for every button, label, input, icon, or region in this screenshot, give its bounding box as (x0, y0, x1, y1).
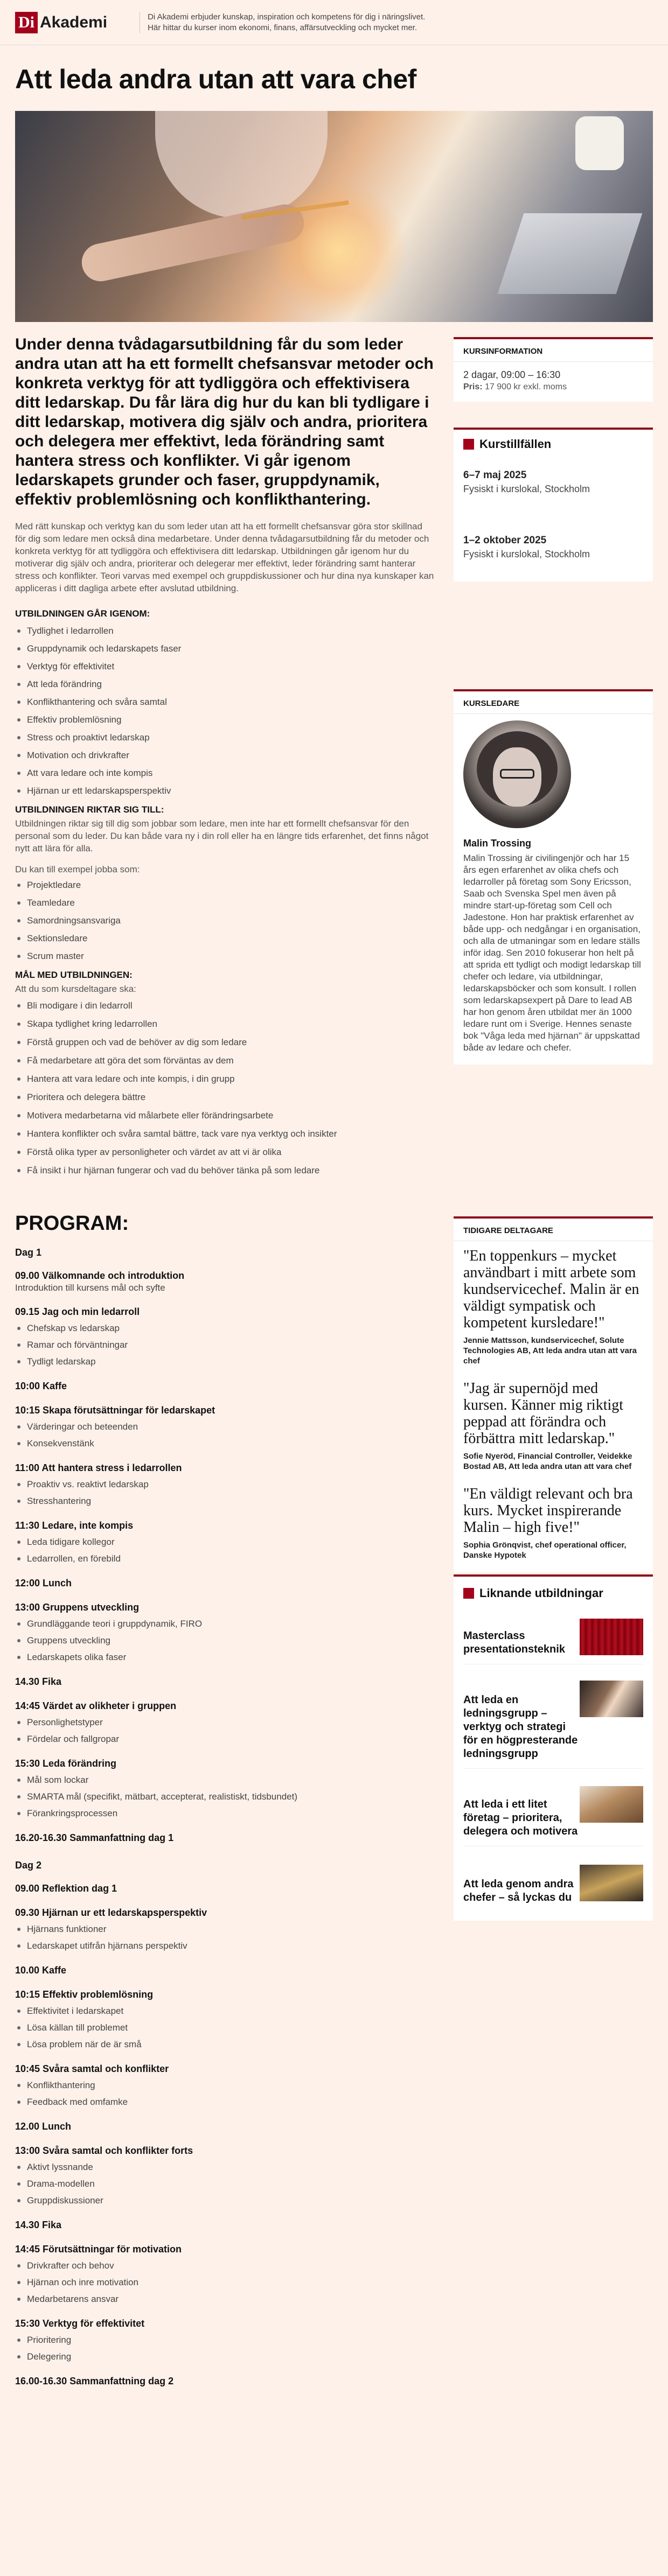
list-item: Förstå gruppen och vad de behöver av dig som ledare (15, 1036, 435, 1048)
logo-di-mark: Di (15, 12, 38, 33)
header-tagline (140, 12, 484, 33)
list-item: Projektledare (15, 879, 435, 891)
list-item: Drivkrafter och behov (15, 2259, 435, 2272)
testimonial-quote: "Jag är supernöjd med kursen. Känner mig riktigt peppad att förändra och förbättra mitt ledarskap." (463, 1380, 624, 1447)
similar-course-item[interactable] (463, 1611, 643, 1664)
di-akademi-logo[interactable] (15, 12, 107, 33)
list-item: SMARTA mål (specifikt, mätbart, accepterat, realistiskt, tidsbundet) (15, 1790, 435, 1803)
list-item: Gruppdiskussioner (15, 2194, 435, 2207)
occasion-date: 1–2 oktober 2025 (463, 535, 547, 546)
testimonial-author: Sophia Grönqvist, chef operational officer, Danske Hypotek (463, 1541, 627, 1560)
course-duration: 2 dagar, 09:00 – 16:30 (463, 369, 561, 380)
intro-lead: Under denna tvådagarsutbildning får du som leder andra utan att ha ett formellt chefsansvar metoder och konkreta verktyg för att tydliggöra och effektivisera ditt ledarskap. Du får lära dig hur du kan bli tydligare i ditt ledarskap, motivera dig själv och andra, prioritera och delegera mer effektivt, leda förändring samt hantera stress och konflikter. Vi går igenom ledarskapets grunder och faser, gruppdynamik, effektiv problemlösning och konflikthantering. (15, 335, 434, 508)
program-slot-title: 11:30 Ledare, inte kompis (15, 1520, 134, 1531)
list-item: Gruppens utveckling (15, 1634, 435, 1647)
logo-wordmark: Akademi (40, 13, 108, 31)
program-slot-list (15, 1536, 435, 1565)
similar-courses-box (454, 1574, 653, 1921)
list-item: Motivera medarbetarna vid målarbete eller förändringsarbete (15, 1109, 435, 1122)
sidebar (454, 335, 653, 2387)
similar-course-title[interactable]: Masterclass presentationsteknik (463, 1630, 565, 1655)
list-item: Bli modigare i din ledarroll (15, 999, 435, 1012)
list-item: Delegering (15, 2350, 435, 2363)
instructor-name: Malin Trossing (463, 838, 532, 849)
similar-course-thumbnail[interactable] (580, 1619, 643, 1655)
list-item: Lösa problem när de är små (15, 2038, 435, 2050)
list-item: Sektionsledare (15, 932, 435, 944)
program-slot-title: 12:00 Lunch (15, 1578, 72, 1588)
program-slot-title: 14:45 Värdet av olikheter i gruppen (15, 1700, 177, 1711)
list-item: Effektiv problemlösning (15, 713, 435, 726)
instructor-heading: KURSLEDARE (463, 699, 520, 708)
occasion-location: Fysiskt i kurslokal, Stockholm (463, 549, 590, 559)
list-item: Scrum master (15, 950, 435, 962)
occasions-box (454, 428, 653, 582)
list-item: Ramar och förväntningar (15, 1339, 435, 1351)
list-item: Teamledare (15, 897, 435, 909)
list-item: Värderingar och beteenden (15, 1420, 435, 1433)
program-slot-title: 09.15 Jag och min ledarroll (15, 1306, 140, 1317)
list-item: Drama-modellen (15, 2178, 435, 2190)
program-slot-title: 16.00-16.30 Sammanfattning dag 2 (15, 2376, 174, 2386)
list-item: Ledarskapets olika faser (15, 1651, 435, 1663)
instructor-photo (463, 720, 571, 828)
testimonial-author: Jennie Mattsson, kundservicechef, Solute Technologies AB, Att leda andra utan att vara chef (463, 1336, 637, 1366)
list-item: Motivation och drivkrafter (15, 749, 435, 761)
program-slot-title: 09.00 Reflektion dag 1 (15, 1883, 117, 1894)
list-item: Förstå olika typer av personligheter och värdet av att vi är olika (15, 1146, 435, 1158)
goals-heading: MÅL MED UTBILDNINGEN: (15, 970, 133, 980)
list-item: Få medarbetare att göra det som förväntas av dem (15, 1054, 435, 1067)
goals-list (15, 999, 435, 1177)
list-item: Hjärnans funktioner (15, 1923, 435, 1935)
program-slot-list (15, 2334, 435, 2363)
similar-heading-row (463, 1586, 643, 1600)
program-slot-title: 15:30 Leda förändring (15, 1758, 117, 1769)
occasion-location: Fysiskt i kurslokal, Stockholm (463, 484, 590, 494)
list-item: Prioritering (15, 2334, 435, 2346)
program-slot-list (15, 1322, 435, 1368)
list-item: Stresshantering (15, 1495, 435, 1507)
program-day-label: Dag 2 (15, 1860, 42, 1871)
testimonial (463, 1380, 643, 1472)
goals-intro: Att du som kursdeltagare ska: (15, 984, 136, 994)
price-label: Pris: (463, 382, 483, 391)
program-slot-list (15, 2161, 435, 2207)
testimonials-heading: TIDIGARE DELTAGARE (463, 1226, 553, 1235)
program-slot-subtitle: Introduktion till kursens mål och syfte (15, 1283, 165, 1293)
list-item: Lösa källan till problemet (15, 2021, 435, 2034)
topics-heading: UTBILDNINGEN GÅR IGENOM: (15, 608, 150, 619)
program-slot-title: 13:00 Svåra samtal och konflikter forts (15, 2145, 193, 2156)
list-item: Medarbetarens ansvar (15, 2293, 435, 2305)
list-item: Aktivt lyssnande (15, 2161, 435, 2173)
program-slot-title: 09.00 Välkomnande och introduktion (15, 1270, 185, 1281)
list-item: Att leda förändring (15, 678, 435, 690)
instructor-box (454, 689, 653, 1065)
program-slot-list (15, 1716, 435, 1745)
testimonial (463, 1248, 643, 1366)
examples-list (15, 879, 435, 962)
course-price: 17 900 kr exkl. moms (485, 382, 567, 391)
testimonials-box (454, 1216, 653, 1572)
list-item: Konsekvenstänk (15, 1437, 435, 1450)
program-slot-title: 10:00 Kaffe (15, 1381, 67, 1391)
site-header (0, 0, 668, 45)
program-slot-title: 14.30 Fika (15, 2220, 62, 2230)
list-item: Hantera att vara ledare och inte kompis, i din grupp (15, 1073, 435, 1085)
tagline-line-2: Här hittar du kurser inom ekonomi, finans, affärsutveckling och mycket mer. (148, 23, 417, 32)
list-item: Ledarrollen, en förebild (15, 1552, 435, 1565)
similar-course-title[interactable]: Att leda genom andra chefer – så lyckas du (463, 1878, 574, 1903)
list-item: Hantera konflikter och svåra samtal bättre, tack vare nya verktyg och insikter (15, 1128, 435, 1140)
similar-course-item[interactable] (463, 1779, 643, 1846)
topics-list (15, 625, 435, 797)
hero-image (15, 111, 653, 322)
program-slot-title: 11:00 Att hantera stress i ledarrollen (15, 1462, 182, 1473)
testimonial (463, 1486, 643, 1560)
intro-body: Med rätt kunskap och verktyg kan du som leder utan att ha ett formellt chefsansvar göra stor skillnad för dig som ledare men också dina medarbetare. Under denna tvådagarsutbildning får du metoder och konkreta verktyg för att tydliggöra och effektivisera ditt ledarskap. Utbildningen går igenom hur du motiverar dig själv och andra, prioriterar och delegerar mer effektivt, leder förändring samt hanterar stress och konflikter. Teori varvas med exempel och gruppdiskussioner och hur dina nya kunskaper kan appliceras i ditt dagliga arbete efter avslutad utbildning. (15, 521, 434, 593)
list-item: Skapa tydlighet kring ledarrollen (15, 1018, 435, 1030)
program-slot-title: 16.20-16.30 Sammanfattning dag 1 (15, 1832, 174, 1843)
instructor-bio: Malin Trossing är civilingenjör och har 15 års egen erfarenhet av olika chefs och ledarroller på företag som Sony Ericsson, Saab och Svenska Spel men även på mindre start-up-företag som Cell och Jadestone. Hon har praktisk erfarenhet av både upp- och nedgångar i en organisation, och alla de utmaningar som en ledare ställs inför idag. Sen 2010 fokuserar hon helt på att sprida ett tydligt och modigt ledarskap till chefer och ledare, via utbildningar, ledarskapsböcker och som konsult. I rollen som ledarskapsexpert på Dare to lead AB har hon genom åren utbildat mer än 1000 ledare runt om i Sverige. Hennes senaste bok "Våga leda med hjärnan" är uppskattad både av ledare och chefer. (463, 853, 641, 1053)
list-item: Tydligt ledarskap (15, 1355, 435, 1368)
program-slot-list (15, 2259, 435, 2305)
audience-heading: UTBILDNINGEN RIKTAR SIG TILL: (15, 804, 164, 815)
program-day-label: Dag 1 (15, 1247, 42, 1258)
list-item: Samordningsansvariga (15, 914, 435, 927)
list-item: Få insikt i hur hjärnan fungerar och vad du behöver tänka på som ledare (15, 1164, 435, 1177)
program-slot-list (15, 2005, 435, 2050)
occasion-item[interactable] (463, 470, 643, 495)
list-item: Hjärnan och inre motivation (15, 2276, 435, 2288)
list-item: Att vara ledare och inte kompis (15, 767, 435, 779)
main-column (15, 335, 435, 2387)
list-item: Feedback med omfamke (15, 2096, 435, 2108)
list-item: Chefskap vs ledarskap (15, 1322, 435, 1334)
similar-course-title[interactable]: Att leda i ett litet företag – prioritera, delegera och motivera (463, 1798, 578, 1837)
program-slot-title: 10:15 Effektiv problemlösning (15, 1989, 154, 2000)
list-item: Fördelar och fallgropar (15, 1733, 435, 1745)
list-item: Personlighetstyper (15, 1716, 435, 1728)
course-info-box (454, 337, 653, 402)
occasion-date: 6–7 maj 2025 (463, 470, 527, 481)
program-slot-list (15, 1774, 435, 1819)
program-slot-list (15, 1478, 435, 1507)
list-item: Prioritera och delegera bättre (15, 1091, 435, 1103)
list-item: Ledarskapet utifrån hjärnans perspektiv (15, 1940, 435, 1952)
similar-heading: Liknande utbildningar (479, 1586, 603, 1600)
program-slot-list (15, 2079, 435, 2108)
photo-glasses (500, 769, 534, 779)
red-square-icon (463, 1588, 474, 1599)
list-item: Proaktiv vs. reaktivt ledarskap (15, 1478, 435, 1490)
list-item: Effektivitet i ledarskapet (15, 2005, 435, 2017)
tagline-line-1: Di Akademi erbjuder kunskap, inspiration och kompetens för dig i näringslivet. (148, 12, 426, 22)
program-slot-title: 12.00 Lunch (15, 2121, 72, 2132)
similar-course-thumbnail[interactable] (580, 1786, 643, 1823)
program-slot-title: 10:45 Svåra samtal och konflikter (15, 2063, 169, 2074)
hero-shape-light (268, 181, 408, 321)
program-slot-title: 14.30 Fika (15, 1676, 62, 1687)
examples-intro: Du kan till exempel jobba som: (15, 864, 140, 874)
list-item: Stress och proaktivt ledarskap (15, 731, 435, 744)
list-item: Leda tidigare kollegor (15, 1536, 435, 1548)
list-item: Konflikthantering och svåra samtal (15, 696, 435, 708)
page-title: Att leda andra utan att vara chef (15, 64, 416, 94)
testimonial-quote: "En toppenkurs – mycket användbart i mitt arbete som kundservicechef. Malin är en väldigt sympatisk och kompetent kursledare!" (463, 1248, 639, 1331)
program-days (15, 1247, 435, 2387)
similar-course-item[interactable] (463, 1857, 643, 1912)
program-slot-title: 10:15 Skapa förutsättningar för ledarskapet (15, 1405, 215, 1416)
similar-course-thumbnail[interactable] (580, 1681, 643, 1717)
hero-shape-cup (575, 116, 624, 170)
occasions-heading: Kurstillfällen (479, 437, 552, 451)
program-heading: PROGRAM: (15, 1212, 129, 1235)
program-slot-list (15, 1420, 435, 1450)
program-slot-title: 14:45 Förutsättningar för motivation (15, 2244, 182, 2255)
red-square-icon (463, 439, 474, 450)
program-section (15, 1212, 435, 2387)
similar-course-item[interactable] (463, 1673, 643, 1769)
similar-course-title[interactable]: Att leda en ledningsgrupp – verktyg och strategi för en högpresterande ledningsgrupp (463, 1694, 578, 1760)
list-item: Verktyg för effektivitet (15, 660, 435, 673)
list-item: Tydlighet i ledarrollen (15, 625, 435, 637)
program-slot-title: 15:30 Verktyg för effektivitet (15, 2318, 145, 2329)
testimonial-author: Sofie Nyeröd, Financial Controller, Veidekke Bostad AB, Att leda andra utan att vara chef (463, 1452, 632, 1471)
occasions-heading-row (463, 437, 643, 451)
program-slot-title: 13:00 Gruppens utveckling (15, 1602, 140, 1613)
testimonial-quote: "En väldigt relevant och bra kurs. Mycket inspirerande Malin – high five!" (463, 1486, 633, 1536)
audience-text: Utbildningen riktar sig till dig som jobbar som ledare, men inte har ett formellt chefsansvar för den personal som du leder. Du kan både vara ny i din roll eller ha en längre tids erfarenhet, det finns något nytt att lära för alla. (15, 818, 429, 853)
list-item: Förankringsprocessen (15, 1807, 435, 1819)
course-info-heading: KURSINFORMATION (463, 347, 543, 356)
occasion-item[interactable] (463, 535, 643, 560)
list-item: Grundläggande teori i gruppdynamik, FIRO (15, 1618, 435, 1630)
similar-course-thumbnail[interactable] (580, 1865, 643, 1901)
program-slot-list (15, 1618, 435, 1663)
program-slot-title: 09.30 Hjärnan ur ett ledarskapsperspektiv (15, 1907, 207, 1918)
list-item: Gruppdynamik och ledarskapets faser (15, 642, 435, 655)
program-slot-title: 10.00 Kaffe (15, 1965, 67, 1976)
hero-shape-laptop (498, 213, 643, 294)
list-item: Konflikthantering (15, 2079, 435, 2091)
list-item: Mål som lockar (15, 1774, 435, 1786)
list-item: Hjärnan ur ett ledarskapsperspektiv (15, 785, 435, 797)
program-slot-list (15, 1923, 435, 1952)
